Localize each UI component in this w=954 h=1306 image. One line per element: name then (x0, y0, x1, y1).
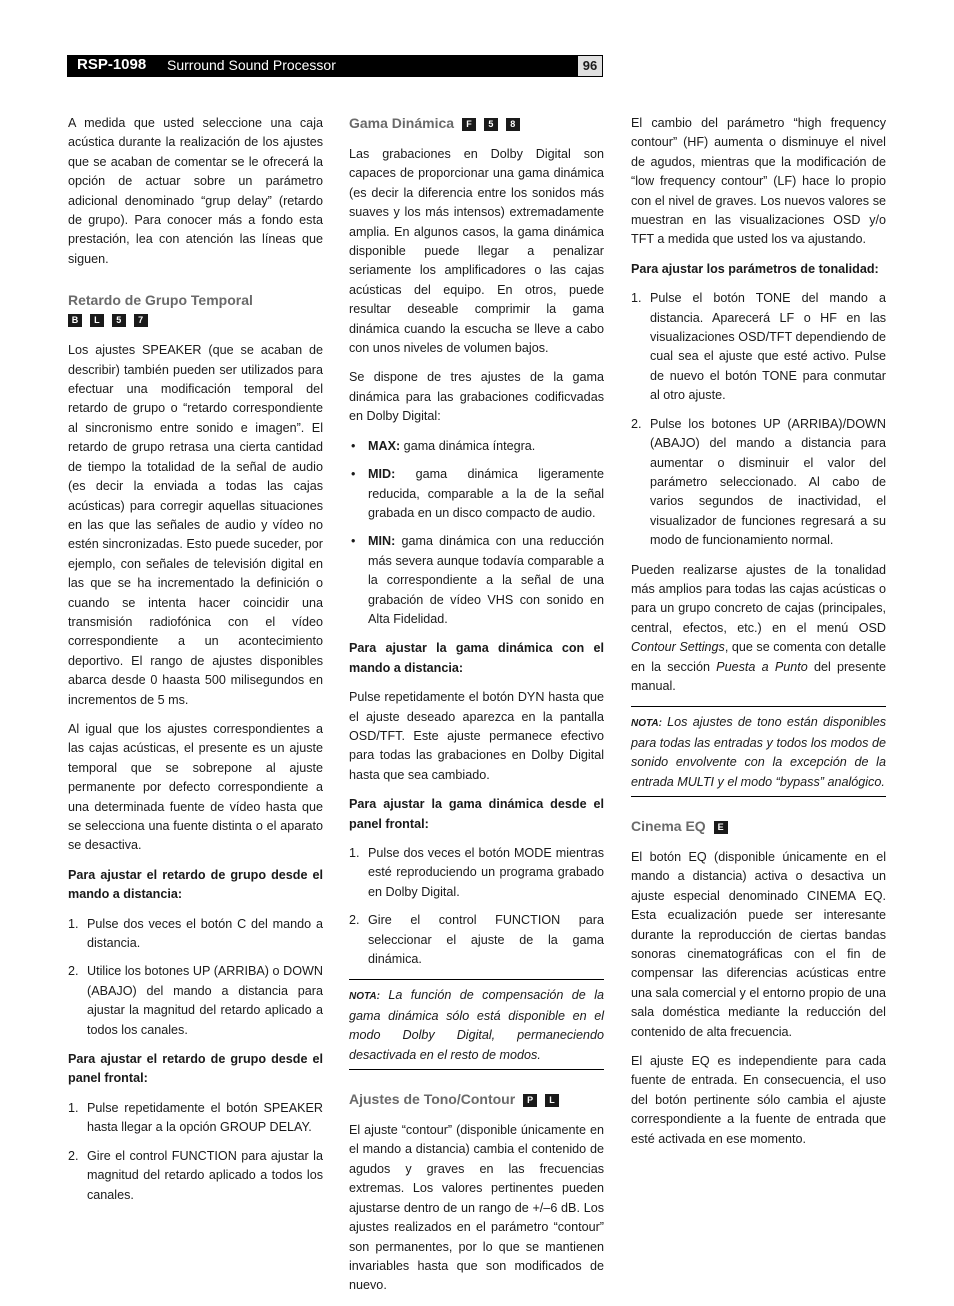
paragraph: El ajuste EQ es independiente para cada fuente de entrada. En consecuencia, el uso del botón pertinente sólo cambia el ajuste correspondiente a la fuente de entrada que esté activada en ese momento. (631, 1054, 886, 1146)
paragraph: El ajuste “contour” (disponible únicamente en el mando a distancia) cambia el contenido de agudos y graves en las frecuencias extremas. Los valores pertinentes pueden ajustarse dentro de un rango de +/–6 dB. Los ajustes realizados en el parámetro “contour” son permanentes, por lo que se mantienen invariables hasta que son modificados de nuevo. (349, 1123, 604, 1293)
bold-subheading: Para ajustar la gama dinámica desde el panel frontal: (349, 797, 604, 831)
list-number: 2. (68, 964, 79, 979)
heading-text: Ajustes de Tono/Contour (349, 1091, 516, 1108)
list-item (68, 1099, 323, 1138)
list-item (631, 289, 886, 405)
page-number: 96 (577, 55, 603, 77)
bullet-text: gama dinámica íntegra. (400, 438, 536, 453)
bold-subheading: Para ajustar el retardo de grupo desde el panel frontal: (68, 1052, 323, 1086)
numbered-list (349, 844, 604, 969)
bullet-icon: • (351, 534, 356, 549)
intro-paragraph: A medida que usted seleccione una caja acústica durante la realización de los ajustes que se acaban de comentar se le ofrecerá la opción de actuar sobre un parámetro adicional denominado “grup delay” (retardo de grupo). Para conocer más a fondo esta prestación, lea con atención las líneas que siguen. (68, 116, 323, 266)
column-3 (631, 114, 886, 1159)
product-title: Surround Sound Processor (167, 57, 336, 73)
list-text: Pulse repetidamente el botón SPEAKER hasta llegar a la opción GROUP DELAY. (87, 1100, 323, 1135)
list-item (349, 844, 604, 902)
note-text: La función de compensación de la gama dinámica sólo está disponible en el modo Dolby Digital, permaneciendo desactivada en el resto de modos. (349, 988, 604, 1062)
list-item (631, 415, 886, 551)
note-box (631, 706, 886, 797)
badge-p: P (523, 1094, 537, 1107)
paragraph (631, 561, 886, 697)
paragraph: El cambio del parámetro “high frequency contour” (HF) aumenta o disminuye el nivel de agudos, mientras que la modificación de “low frequency contour” (LF) hace lo propio con el nivel de graves. Los nuevos valores se muestran en las visualizaciones OSD y/o TFT a medida que usted los va ajustando. (631, 116, 886, 247)
badge-b: B (68, 314, 82, 327)
paragraph: El botón EQ (disponible únicamente en el mando a distancia) activa o desactiva un ajuste especial denominado CINEMA EQ. Esta ecualización puede ser interesante durante la reproducción de ciertas bandas sonoras cinematográficas con el fin de compensar las diferencias acústicas entre una sala comercial y el entorno propio de una sala doméstica mediante la reducción del contenido de alta frecuencia. (631, 850, 886, 1039)
list-number: 2. (68, 1148, 79, 1163)
bold-subheading: Para ajustar el retardo de grupo desde el mando a distancia: (68, 867, 323, 902)
list-item (349, 911, 604, 969)
note-label: NOTA: (349, 991, 380, 1003)
paragraph: Al igual que los ajustes correspondientes a las cajas acústicas, el presente es un ajuste temporal que se sobrepone al ajuste permanente por defecto correspondiente a una determinada fuente de vídeo hasta que se selecciona una fuente distinta o el aparato se desactiva. (68, 721, 323, 853)
badge-5: 5 (484, 118, 498, 131)
text-run: , que se comenta con detalle en la sección (631, 640, 886, 674)
column-1 (68, 114, 323, 1215)
list-number: 1. (68, 916, 79, 931)
badge-7: 7 (134, 314, 148, 327)
numbered-list (68, 915, 323, 1040)
menu-name: Contour Settings (631, 640, 725, 655)
bold-subheading: Para ajustar la gama dinámica con el mando a distancia: (349, 641, 604, 675)
badge-row (68, 311, 148, 327)
bullet-label: MAX: (368, 438, 401, 453)
badge-l: L (90, 314, 104, 327)
heading-text: Retardo de Grupo Temporal (68, 292, 253, 309)
section-heading-dynamic-range (349, 114, 604, 133)
section-heading-cinema-eq (631, 817, 886, 836)
note-label: NOTA: (631, 718, 662, 730)
section-name: Puesta a Punto (716, 659, 808, 674)
paragraph: Las grabaciones en Dolby Digital son capaces de proporcionar una gama dinámica (es decir la diferencia entre los sonidos más suaves y los más intensos) extremadamente amplia. En algunos casos, la gama dinámica disponible puede llegar a penalizar seriamente los amplificadores o las cajas acústicas del equipo. En otros, puede resultar deseable comprimir la gama dinámica cuando la escucha se lleve a cabo con unos niveles de volumen bajos. (349, 147, 604, 356)
note-box (349, 979, 604, 1070)
column-2 (349, 114, 604, 1306)
note-text: Los ajustes de tono están disponibles para todas las entradas y todos los modos de sonido envolvente con la excepción de la entrada MULTI y el modo “bypass” analógico. (631, 715, 886, 789)
bold-subheading: Para ajustar los parámetros de tonalidad: (631, 261, 879, 276)
list-text: Pulse dos veces el botón C del mando a distancia. (87, 916, 323, 951)
list-text: Pulse los botones UP (ARRIBA)/DOWN (ABAJO) del mando a distancia para aumentar o disminuir el valor del parámetro seleccionado. Al cabo de varios segundos de inactividad, el visualizador de funciones regresará a su modo de funcionamiento normal. (650, 416, 886, 548)
paragraph: Se dispone de tres ajustes de la gama dinámica para las grabaciones codificvadas en Dolby Digital: (349, 370, 604, 424)
list-number: 1. (631, 291, 642, 306)
list-text: Utilice los botones UP (ARRIBA) o DOWN (ABAJO) del mando a distancia para ajustar la magnitud del retardo aplicado a todos los canales. (87, 964, 323, 1037)
bullet-icon: • (351, 467, 356, 482)
list-text: Pulse dos veces el botón MODE mientras esté reproduciendo un programa grabado en Dolby Digital. (368, 846, 604, 899)
bullet-text: gama dinámica con una reducción más severa aunque todavía comparable a la correspondiente a la señal de una grabación de vídeo VHS con sonido en Alta Fidelidad. (368, 534, 604, 626)
numbered-list (631, 289, 886, 550)
list-number: 2. (349, 913, 360, 928)
bullet-list (349, 437, 604, 630)
badge-e: E (714, 821, 728, 834)
heading-text: Gama Dinámica (349, 115, 455, 131)
bullet-label: MID: (368, 467, 396, 482)
list-item (349, 532, 604, 629)
heading-text: Cinema EQ (631, 818, 706, 834)
badge-8: 8 (506, 118, 520, 131)
list-text: Pulse el botón TONE del mando a distancia. Aparecerá LF o HF en las visualizaciones OSD/TFT dependiendo de cual sea el ajuste que esté activo. Pulse de nuevo el botón TONE para conmutar al otro ajuste. (650, 291, 886, 403)
list-text: Gire el control FUNCTION para ajustar la magnitud del retardo aplicado a todos los canales. (87, 1148, 323, 1202)
section-heading-tone-contour (349, 1090, 604, 1109)
paragraph: Los ajustes SPEAKER (que se acaban de describir) también pueden ser utilizados para efectuar una modificación temporal del retardo de grupo o “retardo correspondiente al sincronismo entre sonido e imagen”. El retardo de grupo retrasa una cierta cantidad de tiempo la totalidad de la señal de audio (es decir la enviada a todas las cajas acústicas) para corregir aquellas situaciones en las que las señales de audio y vídeo no estén sincronizadas. Esto puede suceder, por ejemplo, con señales de televisión digital en las que se ha incrementado la definición o cuando se intenta hacer coincidir una transmisión radiofónica con el vídeo correspondiente a un acontecimiento deportivo. El rango de ajustes disponibles abarca desde 0 haasta 500 milisegundos en incrementos de 5 ms. (68, 343, 323, 707)
bullet-text: gama dinámica ligeramente reducida, comparable a la de la señal grabada en un disco compacto de audio. (368, 467, 604, 520)
list-text: Gire el control FUNCTION para seleccionar el ajuste de la gama dinámica. (368, 913, 604, 967)
list-item (349, 437, 604, 456)
section-heading-group-delay (68, 291, 323, 329)
list-item (68, 915, 323, 954)
list-number: 1. (68, 1100, 79, 1115)
text-run: del presente manual. (631, 659, 886, 693)
badge-5: 5 (112, 314, 126, 327)
numbered-list (68, 1099, 323, 1205)
list-number: 2. (631, 416, 642, 431)
paragraph: Pulse repetidamente el botón DYN hasta que el ajuste deseado aparezca en la pantalla OSD/TFT. Este ajuste permanece efectivo para todas las grabaciones en Dolby Digital hasta que sea cambiado. (349, 690, 604, 782)
text-run: Pueden realizarse ajustes de la tonalidad más amplios para todas las cajas acústicas o para un grupo concreto de cajas (principales, central, efectos, etc.) en el menú OSD (631, 562, 886, 635)
badge-f: F (462, 118, 476, 131)
list-number: 1. (349, 846, 360, 860)
bullet-icon: • (351, 438, 356, 453)
header-bar (67, 55, 577, 77)
badge-l: L (545, 1094, 559, 1107)
bullet-label: MIN: (368, 534, 396, 549)
model-name: RSP-1098 (77, 56, 147, 73)
list-item (68, 962, 323, 1040)
list-item (349, 465, 604, 523)
list-item (68, 1147, 323, 1205)
